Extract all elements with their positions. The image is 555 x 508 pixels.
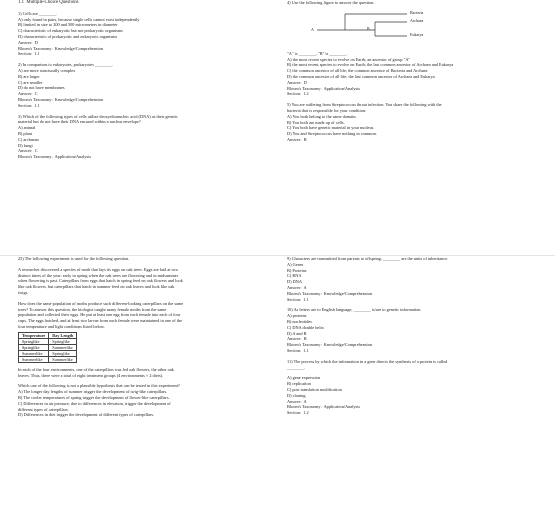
text-line: 4) Use the following figure to answer the question. xyxy=(287,0,375,5)
text-line: C) You both have genetic material in your nucleus. xyxy=(287,125,375,131)
text-line: D) do not have membranes xyxy=(18,85,65,91)
text-line: Answer: A xyxy=(287,398,307,404)
text-line: Answer: D xyxy=(18,39,38,45)
text-line: Bloom's Taxonomy: Application/Analysis xyxy=(287,404,361,410)
text-line: C) Differences in air pressure, due to differences in elevation, trigger the development of different types of caterpillars. xyxy=(18,400,171,412)
table-cell: Springlike xyxy=(49,338,77,344)
text-line: Answer: B xyxy=(287,136,307,142)
tree-leaf-label: Archaea xyxy=(410,17,424,23)
text-line: D) A and B xyxy=(287,330,307,336)
text-line: D) cloning xyxy=(287,392,306,398)
text-line: In each of the four environments, one of the caterpillars was fed oak flowers, the other oak leaves. Thus, there were a total of eight treatment groups (4 environments × 2 diets). xyxy=(18,366,174,378)
text-line: B) nucleotides xyxy=(287,318,312,324)
text-line: A) the most recent species to evolve on Earth; an ancestor of group "A" xyxy=(287,56,411,62)
text-line: D) characteristic of prokaryotic and eukaryotic organisms xyxy=(18,33,118,39)
text-line: Answer: C xyxy=(18,91,38,97)
text-line: 2) In comparison to eukaryotes, prokaryotes ________. xyxy=(18,62,114,68)
page-2-right-column xyxy=(287,256,542,416)
text-line: 25) The following experiment is used for the following question. xyxy=(18,256,130,261)
text-line: Bloom's Taxonomy: Application/Analysis xyxy=(18,154,92,160)
text-line: Bloom's Taxonomy: Knowledge/Comprehension xyxy=(287,290,373,296)
table-cell: Summerlike xyxy=(49,344,77,350)
text-line: Section: 1.2 xyxy=(287,410,309,416)
tree-leaf-label: Eukarya xyxy=(410,31,424,37)
text-line: B) plant xyxy=(18,130,32,136)
text-line: D) Differences in diet trigger the development of different types of caterpillars. xyxy=(18,412,155,418)
table-header-cell: Day Length xyxy=(49,332,77,338)
table-cell: Summerlike xyxy=(49,356,77,362)
table-cell: Springlike xyxy=(49,350,77,356)
text-line: Bloom's Taxonomy: Knowledge/Comprehension xyxy=(18,45,104,51)
text-line: Answer: C xyxy=(18,148,38,154)
text-line: D) fungi xyxy=(18,142,33,148)
text-line: A) gene expression xyxy=(287,375,321,381)
text-line: B) You both are made up of cells. xyxy=(287,119,345,125)
table-header-cell: Temperature xyxy=(19,332,49,338)
text-line: 9) Characters are transmitted from parents to offspring, ________ are the units of inheritance. xyxy=(287,256,449,261)
table-cell: Springlike xyxy=(19,344,49,350)
text-line: 1) Cells are ________. xyxy=(18,10,58,16)
text-line: C) characteristic of eukaryotic but not prokaryotic organisms xyxy=(18,28,123,34)
text-line: D) You and Streptococcus have nothing in common. xyxy=(287,131,377,137)
text-line: A) are more structurally complex xyxy=(18,67,76,73)
text-line: A) Genes xyxy=(287,261,304,267)
phylogenetic-tree-figure xyxy=(287,9,437,47)
text-line: B) the most recent species to evolve on Earth; the last common ancestor of Archaea and Eukarya xyxy=(287,62,454,68)
text-line: "A" is ________, "B" is ________. xyxy=(287,50,348,56)
tree-leaf-label: Bacteria xyxy=(410,9,424,15)
text-line: Section: 1.1 xyxy=(18,102,40,108)
table-row xyxy=(19,356,77,362)
text-line: 11) The process by which the information in a gene directs the synthesis of a protein is called ________. xyxy=(287,358,448,370)
table-cell: Summerlike xyxy=(19,356,49,362)
conditions-table xyxy=(18,332,77,363)
text-line: Section: 1.2 xyxy=(287,91,309,97)
text-line: A) proteins xyxy=(287,313,307,319)
table-cell: Summerlike xyxy=(19,350,49,356)
text-line: C) the common ancestor of all life; the common ancestor of Bacteria and Archaea xyxy=(287,68,428,74)
text-line: A) only found in pairs, because single cells cannot exist independently xyxy=(18,16,140,22)
text-line: C) are smaller xyxy=(18,79,43,85)
page-1-left-column xyxy=(18,0,273,160)
text-line: D) DNA xyxy=(287,279,302,285)
text-line: 10) As letters are to English language, ________ is/are to genetic information. xyxy=(287,307,422,313)
text-line: Section: 1.1 xyxy=(287,296,309,302)
text-line: Answer: D xyxy=(287,79,307,85)
text-line: B) replication xyxy=(287,381,311,387)
text-line: C) post translation modification xyxy=(287,386,342,392)
text-line: Answer: B xyxy=(287,336,307,342)
table-cell: Springlike xyxy=(19,338,49,344)
text-line: Answer: A xyxy=(287,284,307,290)
text-line: B) Proteins xyxy=(287,267,307,273)
text-line: Section: 1.1 xyxy=(18,51,40,57)
page-1 xyxy=(0,0,555,252)
text-line: D) the common ancestor of all life; the last common ancestor of Archaea and Eukarya xyxy=(287,73,435,79)
text-line: Bloom's Taxonomy: Knowledge/Comprehension xyxy=(287,342,373,348)
text-line: A) You both belong to the same domain. xyxy=(287,113,357,119)
page-2 xyxy=(0,255,555,508)
text-line: Bloom's Taxonomy: Application/Analysis xyxy=(287,85,361,91)
tree-node-b-label: B xyxy=(367,25,370,31)
text-line: C) DNA double helix xyxy=(287,324,324,330)
text-line: Bloom's Taxonomy: Knowledge/Comprehension xyxy=(18,96,104,102)
tree-node-a-label: A xyxy=(311,26,314,32)
text-line: Section: 1.1 xyxy=(287,347,309,353)
text-line: 5) You are suffering from Streptococcus throat infection. You share the following with the bacteria that is responsible for your condition: xyxy=(287,102,442,113)
section-heading: 1.1 Multiple-Choice Questions xyxy=(18,0,79,5)
text-line: B) The cooler temperatures of spring trigger the development of flower-like caterpillars. xyxy=(18,394,170,400)
text-line: B) limited in size to 200 and 500 micrometers in diameter xyxy=(18,22,118,28)
text-line: A) The longer day lengths of summer trigger the development of twig-like caterpillars. xyxy=(18,389,168,395)
text-line: C) RNA xyxy=(287,273,302,279)
text-line: B) are larger xyxy=(18,73,40,79)
text-line: A) animal xyxy=(18,125,36,131)
text-line: 3) Which of the following types of cells utilize deoxyribonucleic acid (DNA) as their genetic material but do not have their DNA encased within a nuclear envelope? xyxy=(18,113,178,125)
text-line: A researcher discovered a species of moth that lays its eggs on oak trees. Eggs are laid at two distinct times of the year: early in spring when the oak trees are flowering and in midsummer when flowering is past. Caterpillars from eggs that hatch in spring feed on oak flowers and look like oak flowers, but caterpillars that hatch in summer feed on oak leaves and look like oak twigs. xyxy=(18,266,183,295)
page-2-left-column xyxy=(18,256,273,418)
text-line: C) archaean xyxy=(18,136,39,142)
text-line: How does the same population of moths produce such different-looking caterpillars on the same trees? To answer this question, the biologist caught many female moths from the same population and collected their eggs. He put at least one egg from each female into each of four cups. The eggs hatched, and at least two larvae from each female were maintained in one of the four temperature and light conditions listed below. xyxy=(18,300,184,329)
text-line: Which one of the following is not a plausible hypothesis that can be tested in this experiment? xyxy=(18,383,180,389)
page-1-right-column xyxy=(287,0,542,143)
